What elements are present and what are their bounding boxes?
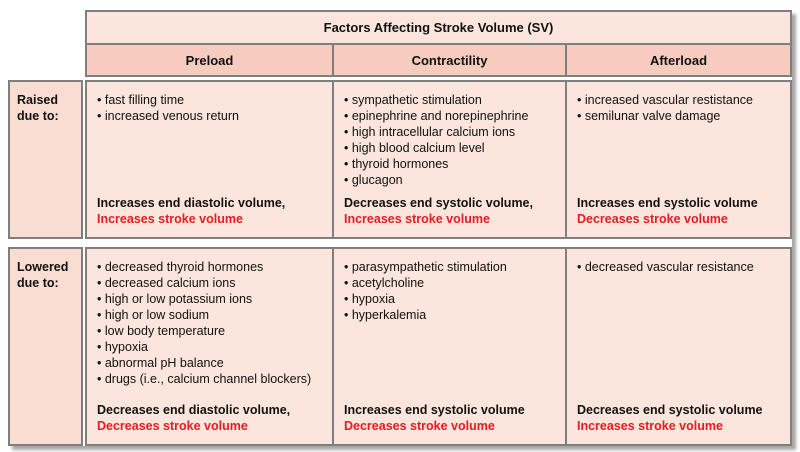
conclusion-stroke-line: Increases stroke volume (97, 212, 243, 226)
bullet-list (577, 259, 782, 275)
column-headers (85, 43, 792, 77)
cell-raised-preload (87, 82, 332, 237)
bullet-item: • hypoxia (97, 339, 324, 355)
conclusion (344, 402, 557, 434)
bullet-item: • sympathetic stimulation (344, 92, 557, 108)
bullet-item: • increased vascular restistance (577, 92, 782, 108)
bullet-item: • thyroid hormones (344, 156, 557, 172)
stroke-volume-table (8, 10, 792, 446)
conclusion-stroke-line: Decreases stroke volume (344, 419, 495, 433)
conclusion-volume-line: Decreases end diastolic volume, (97, 403, 291, 417)
bullet-item: • high or low potassium ions (97, 291, 324, 307)
bullet-list (577, 92, 782, 124)
bullet-list (344, 259, 557, 323)
column-header-afterload: Afterload (565, 45, 790, 75)
bullet-item: • fast filling time (97, 92, 324, 108)
conclusion (577, 195, 782, 227)
bullet-item: • abnormal pH balance (97, 355, 324, 371)
column-header-preload: Preload (185, 52, 234, 68)
conclusion (577, 402, 782, 434)
conclusion-stroke-line: Decreases stroke volume (97, 419, 248, 433)
header-row (8, 43, 792, 77)
bullet-list (344, 92, 557, 188)
bullet-item: • drugs (i.e., calcium channel blockers) (97, 371, 324, 387)
title-stub-spacer (8, 10, 83, 45)
bullet-item: • increased venous return (97, 108, 324, 124)
bullet-item: • decreased vascular resistance (577, 259, 782, 275)
cell-lowered-preload (87, 249, 332, 444)
conclusion-stroke-line: Increases stroke volume (577, 419, 723, 433)
bullet-item: • hypoxia (344, 291, 557, 307)
bullet-item: • decreased thyroid hormones (97, 259, 324, 275)
column-header-contractility: Contractility (332, 45, 565, 75)
bullet-item: • decreased calcium ions (97, 275, 324, 291)
title-row (8, 10, 792, 45)
conclusion-volume-line: Decreases end systolic volume (577, 403, 763, 417)
cell-lowered-afterload (565, 249, 790, 444)
bullet-item: • parasympathetic stimulation (344, 259, 557, 275)
bullet-list (97, 259, 324, 387)
table-row-raised (8, 80, 792, 239)
conclusion (97, 402, 324, 434)
bullet-item: • epinephrine and norepinephrine (344, 108, 557, 124)
conclusion-stroke-line: Increases stroke volume (344, 212, 490, 226)
bullet-item: • high intracellular calcium ions (344, 124, 557, 140)
bullet-item: • semilunar valve damage (577, 108, 782, 124)
conclusion-volume-line: Increases end systolic volume (577, 196, 758, 210)
row-lowered-cells (85, 247, 792, 446)
conclusion (97, 195, 324, 227)
row-label-raised: Raised due to: (8, 80, 83, 239)
conclusion-volume-line: Increases end systolic volume (344, 403, 525, 417)
bullet-item: • high blood calcium level (344, 140, 557, 156)
cell-raised-afterload (565, 82, 790, 237)
header-stub-spacer (8, 43, 83, 77)
conclusion-stroke-line: Decreases stroke volume (577, 212, 728, 226)
bullet-item: • acetylcholine (344, 275, 557, 291)
bullet-item: • hyperkalemia (344, 307, 557, 323)
bullet-item: • high or low sodium (97, 307, 324, 323)
conclusion-volume-line: Increases end diastolic volume, (97, 196, 286, 210)
conclusion (344, 195, 557, 227)
row-raised-cells (85, 80, 792, 239)
row-label-lowered: Lowered due to: (8, 247, 83, 446)
table-title: Factors Affecting Stroke Volume (SV) (85, 10, 792, 45)
cell-raised-contractility (332, 82, 565, 237)
bullet-item: • low body temperature (97, 323, 324, 339)
bullet-item: • glucagon (344, 172, 557, 188)
bullet-list (97, 92, 324, 124)
cell-lowered-contractility (332, 249, 565, 444)
conclusion-volume-line: Decreases end systolic volume, (344, 196, 533, 210)
table-row-lowered (8, 247, 792, 446)
